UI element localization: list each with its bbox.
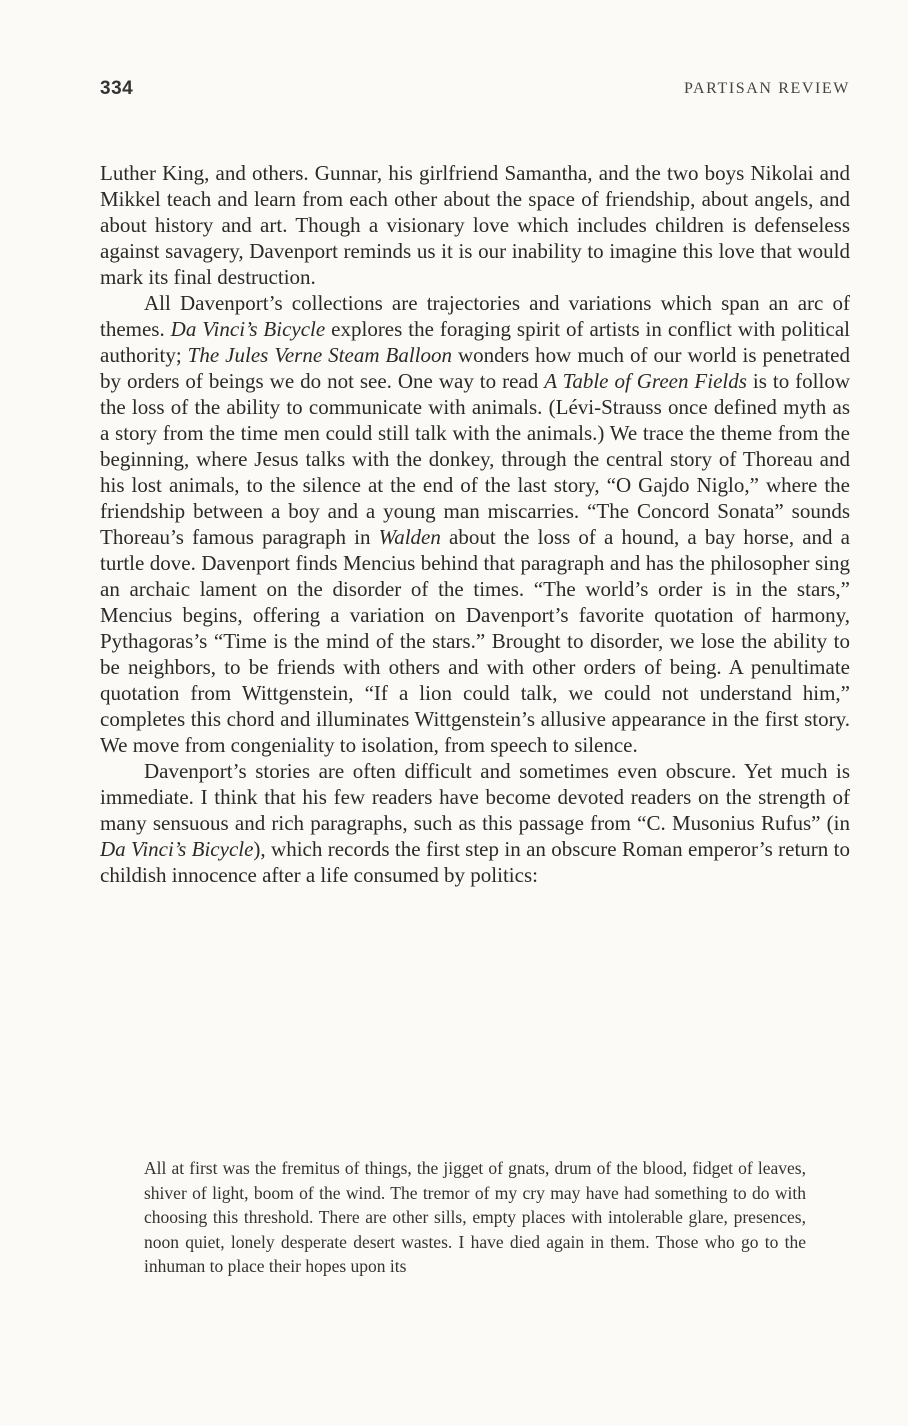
book-title: The Jules Verne Steam Balloon [187,343,452,367]
running-head: PARTISAN REVIEW [683,80,850,97]
book-title: Walden [378,525,441,549]
book-title: Da Vinci’s Bicycle [100,837,254,861]
text-run: explores the foraging spirit of artists in conflict with political authority; [100,317,850,367]
text-run: ), which records the first step in an obscure Roman emperor’s return to childish innocence after a life consumed by politics: [100,837,850,887]
book-title: A Table of Green Fields [544,369,747,393]
page-header [100,78,850,104]
body-text [100,160,850,888]
text-run: All Davenport’s collections are trajectories and variations which span an arc of themes. [100,291,850,341]
paragraph-3 [100,758,850,888]
paragraph-1: Luther King, and others. Gunnar, his girlfriend Samantha, and the two boys Nikolai and Mikkel teach and learn from each other about the space of friendship, about angels, and about history and art. Though a visionary love which includes children is defenseless against savagery, Davenport reminds us it is our inability to imagine this love that would mark its final destruction. [100,161,850,289]
paragraph-2 [100,290,850,758]
text-run: Davenport’s stories are often difficult and sometimes even obscure. Yet much is immediate. I think that his few readers have become devoted readers on the strength of many sensuous and rich paragraphs, such as this passage from “C. Musonius Rufus” (in [100,759,850,835]
text-run: wonders how much of our world is penetrated by orders of beings we do not see. One way to read [100,343,851,393]
block-quote: All at first was the fremitus of things, the jigget of gnats, drum of the blood, fidget of leaves, shiver of light, boom of the wind. The tremor of my cry may have had something to do with choosing this threshold. There are other sills, empty places with intolerable glare, presences, noon quiet, lonely desperate desert wastes. I have died again in them. Those who go to the inhuman to place their hopes upon its [144,1158,806,1276]
text-run: is to follow the loss of the ability to communicate with animals. (Lévi-Strauss once defined myth as a story from the time men could still talk with the animals.) We trace the theme from the beginning, where Jesus talks with the donkey, through the central story of Thoreau and his lost animals, to the silence at the end of the last story, “O Gajdo Niglo,” where the friendship between a boy and a young man miscarries. “The Concord Sonata” sounds Thoreau’s famous paragraph in [100,369,850,549]
page-number: 334 [100,78,134,99]
text-run: about the loss of a hound, a bay horse, and a turtle dove. Davenport finds Mencius behind that paragraph and has the philosopher sing an archaic lament on the disorder of the times. “The world’s order is in the stars,” Mencius begins, offering a variation on Davenport’s favorite quotation of harmony, Pythagoras’s “Time is the mind of the stars.” Brought to disorder, we lose the ability to be neighbors, to be friends with others and with other orders of being. A penultimate quotation from Wittgenstein, “If a lion could talk, we could not understand him,” completes this chord and illuminates Wittgenstein’s allusive appearance in the first story. We move from congeniality to isolation, from speech to silence. [100,525,850,757]
book-title: Da Vinci’s Bicycle [170,317,326,341]
